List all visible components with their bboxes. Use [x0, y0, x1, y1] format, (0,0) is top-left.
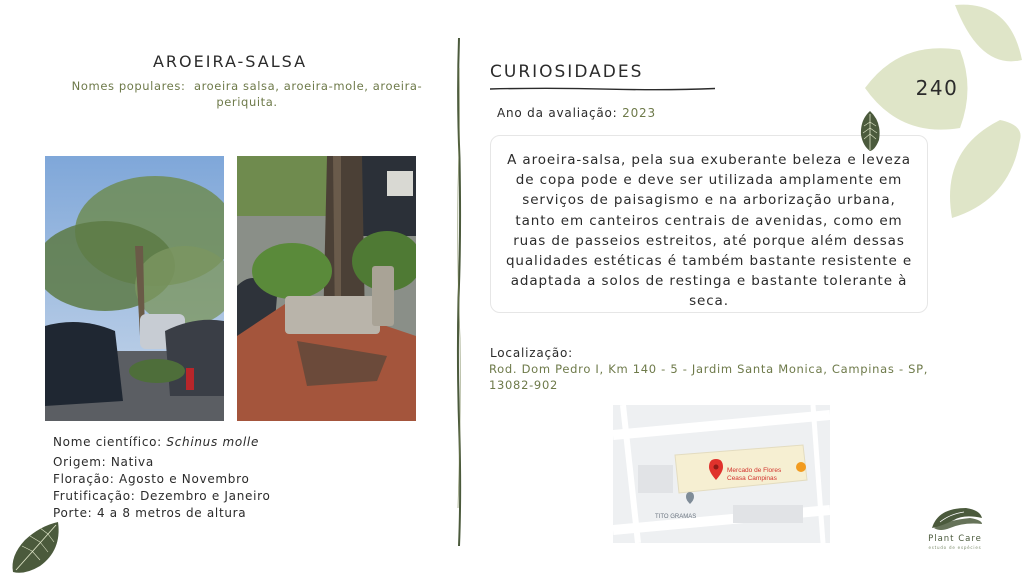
- scientific-name-value: Schinus molle: [166, 435, 260, 449]
- brand-name: Plant Care: [928, 534, 982, 544]
- column-divider: [452, 38, 466, 546]
- small-leaf-icon: [858, 110, 882, 152]
- map-place-1: Mercado de Flores: [727, 467, 782, 474]
- fact-origin: Origem: Nativa: [53, 455, 154, 469]
- popular-names-label: Nomes populares:: [71, 79, 186, 93]
- species-title: AROEIRA-SALSA: [152, 52, 308, 71]
- map-place-3: TITO GRAMAS: [655, 514, 697, 520]
- location-map: [613, 405, 830, 543]
- popular-names: [52, 78, 442, 110]
- species-facts: [53, 434, 443, 522]
- leaves-decoration-icon: [860, 0, 1024, 230]
- location-label: Localização:: [490, 346, 574, 360]
- location-address: Rod. Dom Pedro I, Km 140 - 5 - Jardim Santa Monica, Campinas - SP, 13082-902: [489, 362, 929, 392]
- map-place-2: Ceasa Campinas: [727, 475, 777, 482]
- tree-photo-left: [45, 156, 224, 421]
- fact-flowering: Floração: Agosto e Novembro: [53, 472, 250, 486]
- plant-care-logo-icon: [920, 500, 992, 560]
- popular-names-value: aroeira salsa, aroeira-mole, aroeira-periquita.: [193, 79, 423, 109]
- title-underline: [490, 86, 715, 92]
- page-number: 240: [915, 76, 959, 100]
- fact-size: Porte: 4 a 8 metros de altura: [53, 506, 247, 520]
- corner-leaf-icon: [10, 520, 62, 576]
- fact-fruiting: Frutificação: Dezembro e Janeiro: [53, 489, 271, 503]
- fact-scientific-name: Nome científico: Schinus molle: [53, 435, 260, 449]
- curiosities-text: A aroeira-salsa, pela sua exuberante beleza e leveza de copa pode e deve ser utilizada amplamente em serviços de paisagismo e na arborização urbana, tanto em canteiros centrais de avenidas, como em ruas de passeios estreitos, até porque além dessas qualidades estéticas é também bastante resistente e adaptada a solos de restinga e bastante tolerante à seca.: [490, 135, 928, 313]
- evaluation-year-value: 2023: [622, 106, 656, 120]
- curiosities-title: CURIOSIDADES: [490, 62, 644, 82]
- brand-tagline: estudo de espécies: [928, 545, 982, 550]
- tree-photo-right: [237, 156, 416, 421]
- evaluation-year: Ano da avaliação: 2023: [497, 106, 656, 120]
